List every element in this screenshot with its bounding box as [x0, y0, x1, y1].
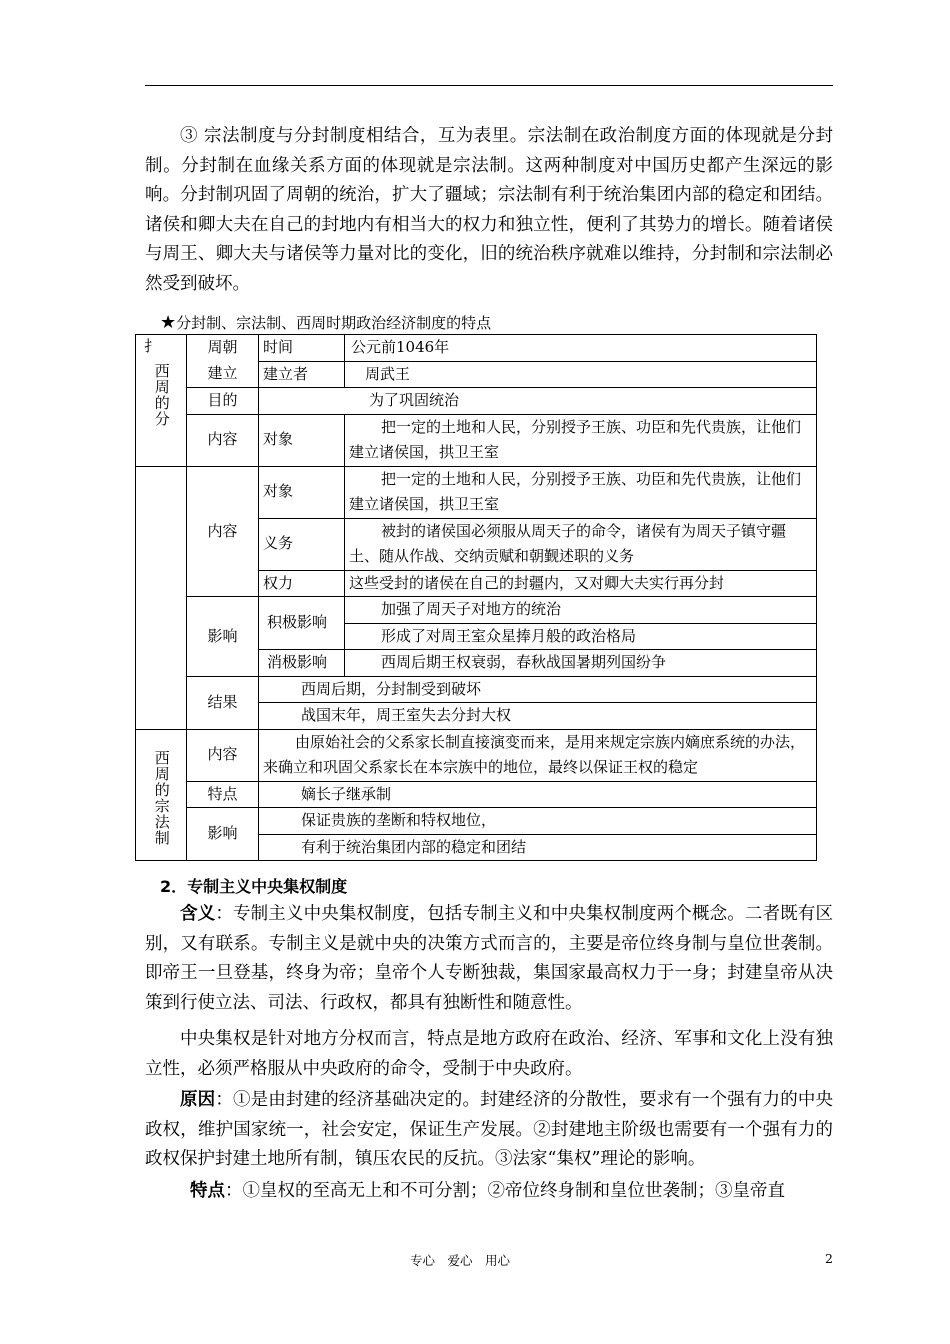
group3-label: 西周的宗法制 — [152, 749, 171, 846]
negative-label: 消极影响 — [259, 650, 345, 677]
zhouchao-label: 周朝 — [187, 335, 259, 362]
object2-label: 对象 — [259, 466, 345, 518]
reason-label: 原因 — [180, 1090, 216, 1110]
content2-label: 内容 — [187, 466, 259, 597]
table-title-text: 分封制、宗法制、西周时期政治经济制度的特点 — [176, 314, 492, 332]
group3-header — [136, 729, 187, 861]
paragraph-zongfa-fenfeng: ③ 宗法制度与分封制度相结合，互为表里。宗法制在政治制度方面的体现就是分封制。分封制在血缘关系方面的体现就是宗法制。这两种制度对中国历史都产生深远的影响。分封制巩固了周朝的统治，扩大了疆域；宗法制有利于统治集团内部的稳定和团结。诸侯和卿大夫在自己的封地内有相当大的权力和独立性，便利了其势力的增长。随着诸侯与周王、卿大夫与诸侯等力量对比的变化，旧的统治秩序就难以维持，分封制和宗法制必然受到破坏。 — [145, 126, 833, 294]
zf-impact-label: 影响 — [187, 808, 259, 861]
meaning-label: 含义 — [180, 904, 216, 924]
zf-impact-item-2: 有利于统治集团内部的稳定和团结 — [259, 834, 817, 861]
section-title: 2．专制主义中央集权制度 — [160, 877, 348, 896]
paragraph-central: 中央集权是针对地方分权而言，特点是地方政府在政治、经济、军事和文化上没有独立性，必须严格服从中央政府的命令，受制于中央政府。 — [145, 1029, 833, 1079]
impact-label: 影响 — [187, 597, 259, 677]
power-value: 这些受封的诸侯在自己的封疆内，又对卿大夫实行再分封 — [345, 570, 817, 597]
negative-value: 西周后期王权衰弱，春秋战国暑期列国纷争 — [345, 650, 817, 677]
positive-item-1: 加强了周天子对地方的统治 — [345, 597, 817, 624]
paragraph-reason — [145, 1086, 833, 1175]
group1-mark: 扌 — [144, 337, 160, 355]
group2-header — [136, 466, 187, 729]
paragraph-meaning — [145, 900, 833, 1018]
feature-text: ：①皇权的至高无上和不可分割；②帝位终身制和皇位世袭制；③皇帝直 — [225, 1181, 785, 1201]
purpose-label: 目的 — [187, 388, 259, 415]
xizhou-system-table — [135, 334, 817, 861]
object-label: 对象 — [259, 414, 345, 466]
object-value: 把一定的土地和人民，分别授予王族、功臣和先代贵族，让他们建立诸侯国，拱卫王室 — [345, 414, 817, 466]
result-item-2: 战国末年，周王室失去分封大权 — [259, 703, 817, 730]
duty-value: 被封的诸侯国必须服从周天子的命令，诸侯有为周天子镇守疆土、随从作战、交纳贡赋和朝觐述职的义务 — [345, 518, 817, 570]
table-title — [160, 313, 491, 333]
content-label: 内容 — [187, 414, 259, 466]
founder-value-text: 周武王 — [365, 364, 411, 383]
paragraph-feature — [145, 1177, 833, 1207]
duty-label: 义务 — [259, 518, 345, 570]
power-label: 权力 — [259, 570, 345, 597]
zf-impact-item-1: 保证贵族的垄断和特权地位， — [259, 808, 817, 835]
founder-value — [345, 361, 817, 388]
zf-feature-label: 特点 — [187, 781, 259, 808]
zf-content-value: 由原始社会的父系家长制直接演变而来，是用来规定宗族内嫡庶系统的办法，来确立和巩固父系家长在本宗族中的地位，最终以保证王权的稳定 — [259, 729, 817, 781]
positive-label: 积极影响 — [259, 597, 345, 650]
footer-motto: 专心 爱心 用心 — [410, 1253, 511, 1268]
jianli-label: 建立 — [187, 361, 259, 388]
positive-item-2: 形成了对周王室众星捧月般的政治格局 — [345, 623, 817, 650]
time-value — [345, 335, 817, 362]
reason-text: ：①是由封建的经济基础决定的。封建经济的分散性，要求有一个强有力的中央政权，维护国家统一，社会安定，保证生产发展。②封建地主阶级也需要有一个强有力的政权保护封建土地所有制，镇压农民的反抗。③法家“集权”理论的影响。 — [145, 1090, 834, 1169]
result-item-1: 西周后期，分封制受到破坏 — [259, 676, 817, 703]
header-rule — [145, 85, 833, 86]
feature-label: 特点 — [190, 1181, 225, 1201]
group1-label: 西周的分 — [152, 363, 171, 427]
time-label: 时间 — [259, 335, 345, 362]
object2-value: 把一定的土地和人民，分别授予王族、功臣和先代贵族，让他们建立诸侯国，拱卫王室 — [345, 466, 817, 518]
founder-label: 建立者 — [259, 361, 345, 388]
zf-content-label: 内容 — [187, 729, 259, 781]
purpose-value: 为了巩固统治 — [259, 388, 817, 415]
result-label: 结果 — [187, 676, 259, 729]
page-number: 2 — [825, 1251, 833, 1266]
star-icon: ★ — [160, 312, 177, 333]
group1-header — [136, 335, 187, 467]
time-value-text: 公元前1046年 — [351, 338, 450, 356]
meaning-text: ：专制主义中央集权制度，包括专制主义和中央集权制度两个概念。二者既有区别，又有联系。专制主义是就中央的决策方式而言的，主要是帝位终身制与皇位世袭制。即帝王一旦登基，终身为帝；皇帝个人专断独裁，集国家最高权力于一身；封建皇帝从决策到行使立法、司法、行政权，都具有独断性和随意性。 — [145, 904, 834, 1013]
zf-feature-value: 嫡长子继承制 — [259, 781, 817, 808]
